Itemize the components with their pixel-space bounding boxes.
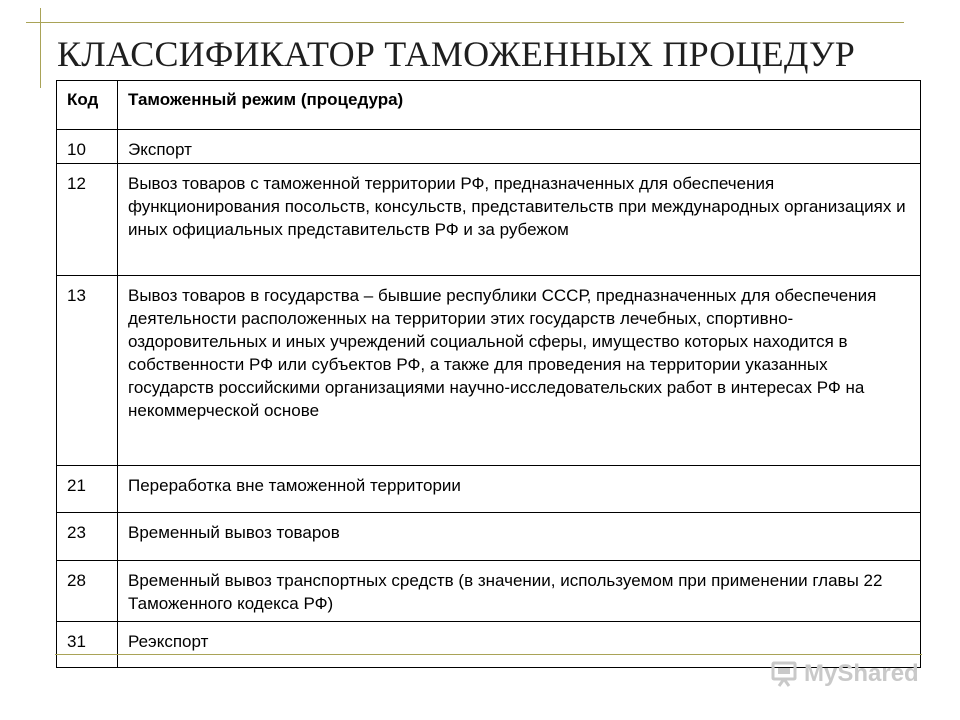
header-regime: Таможенный режим (процедура) [118,81,921,130]
watermark-text: MyShared [804,660,919,687]
left-decorative-line [40,8,41,88]
table-row [57,276,921,466]
row-code: 21 [57,466,118,513]
row-code: 31 [57,622,118,668]
row-code: 13 [57,276,118,466]
row-regime: Временный вывоз товаров [118,513,921,561]
row-code: 12 [57,164,118,276]
row-regime: Вывоз товаров с таможенной территории РФ, предназначенных для обеспечения функционирования посольств, консульств, представительств при международных организациях и иных официальных представительств РФ и за рубежом [118,164,921,276]
row-regime: Вывоз товаров в государства – бывшие республики СССР, предназначенных для обеспечения деятельности расположенных на территории этих государств лечебных, спортивно-оздоровительных и иных учреждений социальной сферы, имущество которых находится в собственности РФ или субъектов РФ, а также для проведения на территории указанных государств российскими организациями научно-исследовательских работ в интересах РФ на некоммерческой основе [118,276,921,466]
slide-title: КЛАССИФИКАТОР ТАМОЖЕННЫХ ПРОЦЕДУР [57,34,855,74]
row-regime: Реэкспорт [118,622,921,668]
row-code: 10 [57,130,118,164]
customs-procedures-table [56,80,921,668]
table-row [57,164,921,276]
table-header-row [57,81,921,130]
table-row [57,466,921,513]
row-regime: Временный вывоз транспортных средств (в значении, используемом при применении главы 22 Таможенного кодекса РФ) [118,561,921,622]
header-code: Код [57,81,118,130]
top-decorative-line [26,22,904,23]
projector-screen-icon [770,660,798,688]
row-code: 28 [57,561,118,622]
watermark [770,660,919,688]
row-regime: Переработка вне таможенной территории [118,466,921,513]
row-code: 23 [57,513,118,561]
table-row [57,130,921,164]
table-row [57,561,921,622]
bottom-decorative-line [55,654,922,655]
row-regime: Экспорт [118,130,921,164]
table-row [57,513,921,561]
